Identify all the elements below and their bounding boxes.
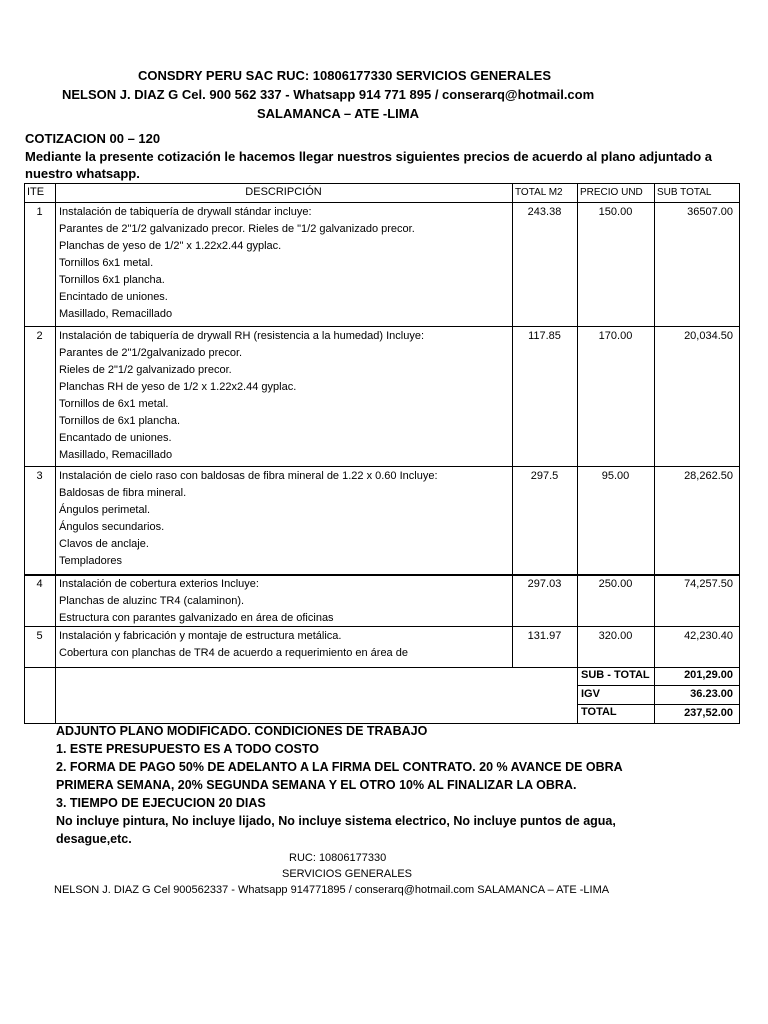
igv-value: 36.23.00 [690, 688, 733, 700]
col-header-subtotal: SUB TOTAL [657, 187, 712, 198]
condition-3: 3. TIEMPO DE EJECUCION 20 DIAS [56, 796, 266, 810]
row-subtotal: 28,262.50 [684, 470, 733, 482]
igv-label: IGV [581, 688, 600, 700]
row-item-number: 1 [36, 206, 43, 218]
row-description-line: Ángulos secundarios. [59, 521, 165, 533]
row-description-line: Parantes de 2"1/2galvanizado precor. [59, 347, 243, 359]
row-item-number: 2 [36, 330, 43, 342]
header-line-1: CONSDRY PERU SAC RUC: 10806177330 SERVICIOS GENERALES [138, 68, 552, 83]
row-subtotal: 20,034.50 [684, 330, 733, 342]
row-item-number: 3 [36, 470, 43, 482]
row-description-line: Cobertura con planchas de TR4 de acuerdo a requerimiento en área de [59, 647, 408, 659]
row-description-line: Planchas RH de yeso de 1/2 x 1.22x2.44 gyplac. [59, 381, 297, 393]
row-unit-price: 320.00 [598, 630, 633, 642]
total-label: TOTAL [581, 706, 617, 718]
row-description-line: Tornillos 6x1 metal. [59, 257, 154, 269]
condition-2-cont: PRIMERA SEMANA, 20% SEGUNDA SEMANA Y EL OTRO 10% AL FINALIZAR LA OBRA. [56, 778, 577, 792]
row-item-number: 5 [36, 630, 43, 642]
row-total-m2: 243.38 [527, 206, 562, 218]
col-header-unit-price: PRECIO UND [580, 187, 643, 198]
row-unit-price: 95.00 [601, 470, 630, 482]
col-header-description: DESCRIPCIÓN [245, 186, 322, 198]
header-line-2: NELSON J. DIAZ G Cel. 900 562 337 - Whatsapp 914 771 895 / conserarq@hotmail.com [62, 87, 595, 102]
row-description-line: Instalación y fabricación y montaje de estructura metálica. [59, 630, 342, 642]
row-subtotal: 74,257.50 [684, 578, 733, 590]
row-description-line: Tornillos de 6x1 metal. [59, 398, 169, 410]
row-description-line: Clavos de anclaje. [59, 538, 149, 550]
row-description-line: Templadores [59, 555, 122, 567]
row-item-number: 4 [36, 578, 43, 590]
footer-ruc: RUC: 10806177330 [289, 852, 387, 864]
header-line-3: SALAMANCA – ATE -LIMA [257, 106, 420, 121]
row-description-line: Rieles de 2"1/2 galvanizado precor. [59, 364, 232, 376]
row-description-line: Instalación de tabiquería de drywall RH (resistencia a la humedad) Incluye: [59, 330, 425, 342]
quote-number: COTIZACION 00 – 120 [25, 131, 161, 146]
row-total-m2: 297.5 [530, 470, 559, 482]
condition-2: 2. FORMA DE PAGO 50% DE ADELANTO A LA FIRMA DEL CONTRATO. 20 % AVANCE DE OBRA [56, 760, 623, 774]
quote-table [24, 183, 740, 724]
row-description-line: Encintado de uniones. [59, 291, 168, 303]
row-total-m2: 131.97 [527, 630, 562, 642]
row-description-line: Planchas de aluzinc TR4 (calaminon). [59, 595, 245, 607]
row-unit-price: 170.00 [598, 330, 633, 342]
row-description-line: Instalación de tabiquería de drywall stándar incluye: [59, 206, 312, 218]
row-description-line: Parantes de 2"1/2 galvanizado precor. Rieles de "1/2 galvanizado precor. [59, 223, 415, 235]
subtotal-label: SUB - TOTAL [581, 669, 650, 681]
row-description-line: Tornillos 6x1 plancha. [59, 274, 165, 286]
condition-1: 1. ESTE PRESUPUESTO ES A TODO COSTO [56, 742, 320, 756]
row-description-line: Masillado, Remacillado [59, 449, 173, 461]
conditions-title: ADJUNTO PLANO MODIFICADO. CONDICIONES DE TRABAJO [56, 724, 428, 738]
row-description-line: Instalación de cielo raso con baldosas de fibra mineral de 1.22 x 0.60 Incluye: [59, 470, 438, 482]
row-total-m2: 297.03 [527, 578, 562, 590]
row-unit-price: 150.00 [598, 206, 633, 218]
footer-contact: NELSON J. DIAZ G Cel 900562337 - Whatsapp 914771895 / conserarq@hotmail.com SALAMANCA – ATE -LIMA [54, 884, 610, 896]
row-subtotal: 36507.00 [687, 206, 733, 218]
row-description-line: Estructura con parantes galvanizado en área de oficinas [59, 612, 334, 624]
subtotal-value: 201,29.00 [684, 669, 733, 681]
quote-intro: Mediante la presente cotización le hacemos llegar nuestros siguientes precios de acuerdo al plano adjuntado a nuestro whatsapp. [25, 149, 713, 181]
row-description-line: Masillado, Remacillado [59, 308, 173, 320]
row-description-line: Ángulos perimetal. [59, 504, 151, 516]
total-value: 237,52.00 [684, 707, 733, 719]
row-description-line: Tornillos de 6x1 plancha. [59, 415, 181, 427]
row-total-m2: 117.85 [528, 330, 561, 342]
row-description-line: Instalación de cobertura exterios Incluye: [59, 578, 259, 590]
row-subtotal: 42,230.40 [684, 630, 733, 642]
row-description-line: Planchas de yeso de 1/2" x 1.22x2.44 gyplac. [59, 240, 282, 252]
row-description-line: Encantado de uniones. [59, 432, 172, 444]
col-header-item: ITE [27, 186, 45, 198]
exclusions-note-cont: desague,etc. [56, 832, 132, 846]
row-description-line: Baldosas de fibra mineral. [59, 487, 187, 499]
col-header-total-m2: TOTAL M2 [515, 187, 563, 198]
row-unit-price: 250.00 [598, 578, 633, 590]
exclusions-note: No incluye pintura, No incluye lijado, No incluye sistema electrico, No incluye puntos de agua, [56, 814, 616, 828]
footer-services: SERVICIOS GENERALES [282, 868, 413, 880]
